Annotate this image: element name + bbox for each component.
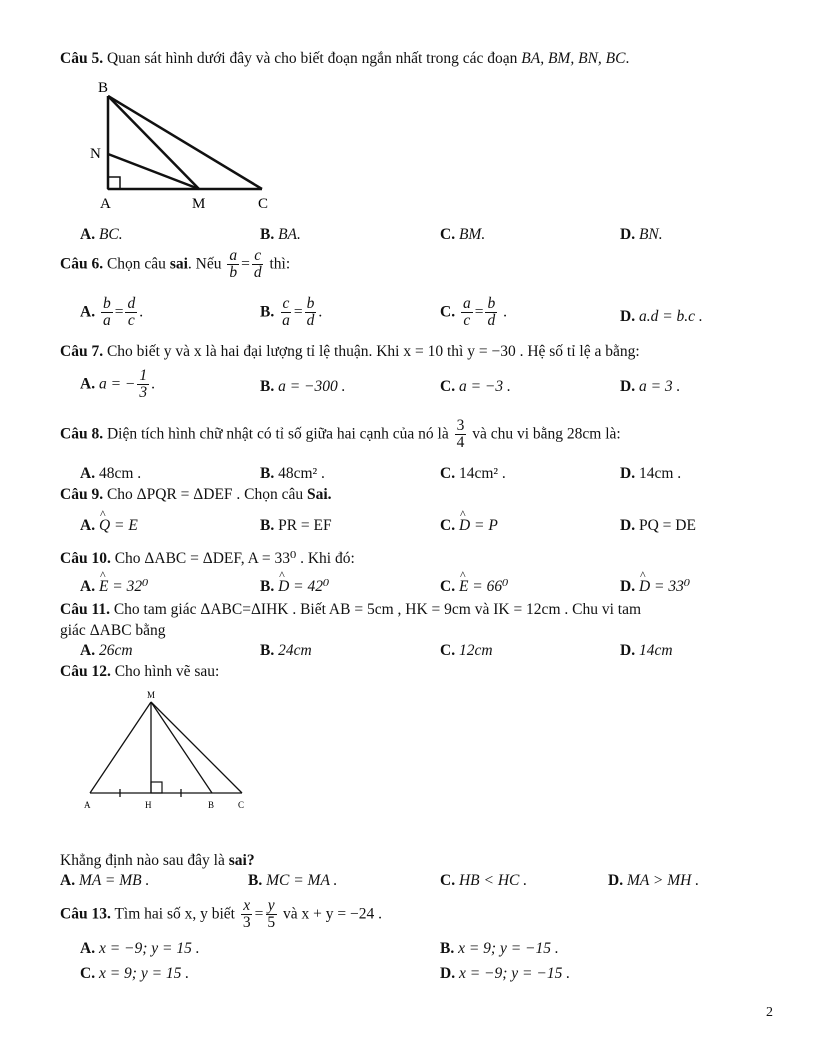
q13-frac-y	[265, 898, 277, 932]
q8-b-key: B.	[260, 465, 275, 482]
q5-number: Câu 5.	[60, 50, 104, 67]
q7-number: Câu 7.	[60, 343, 104, 360]
q8-stem	[60, 418, 621, 452]
q5-stem	[60, 50, 629, 68]
q7-option-b[interactable]	[260, 378, 346, 396]
q5-label-b: B	[98, 80, 109, 96]
q9-number: Câu 9.	[60, 486, 104, 503]
q12-figure	[78, 688, 258, 818]
q6-text2: . Nếu	[187, 255, 222, 273]
q11-b-key: B.	[260, 642, 275, 659]
q8-d: 4	[456, 434, 465, 452]
q9-a-value: ^ Q = E	[99, 517, 138, 535]
q9-option-d[interactable]	[620, 517, 696, 535]
q6-option-c[interactable]: C. $\frac{a}{c}$ = $\frac{b}{d}$ .	[440, 295, 507, 330]
q12-ask2: sai?	[228, 852, 255, 869]
q12-number: Câu 12.	[60, 663, 111, 680]
q6-text1: Chọn câu	[106, 255, 166, 273]
q7-text: Cho biết y và x là hai đại lượng tỉ lệ thuận. Khi x = 10 thì y = −30 . Hệ số tỉ lệ a bằng:	[106, 343, 640, 360]
q13-n1: x	[243, 897, 251, 914]
q13-option-c[interactable]	[80, 965, 189, 983]
q9-b-key: B.	[260, 517, 275, 534]
q10-option-d[interactable]	[620, 578, 690, 596]
q7-d-key: D.	[620, 378, 636, 395]
q5-option-d[interactable]	[620, 226, 663, 244]
q6-b-n2: b	[306, 295, 315, 312]
q12-option-c[interactable]	[440, 872, 527, 890]
q13-frac-x	[241, 898, 253, 932]
q8-d-key: D.	[620, 465, 636, 482]
q13-d1: 3	[242, 914, 251, 932]
q12-option-a[interactable]	[60, 872, 149, 890]
q6-c-frac2	[485, 296, 497, 330]
q7-a-pre: a = −	[98, 375, 136, 393]
q12-label-m: M	[147, 690, 156, 700]
q10-option-a[interactable]	[80, 578, 148, 596]
q11-c-value: 12cm	[458, 642, 493, 659]
q5-label-c: C	[258, 196, 269, 212]
q6-a-n1: b	[102, 295, 111, 312]
q11-b-value: 24cm	[278, 642, 312, 659]
q8-text1: Diện tích hình chữ nhật có tỉ số giữa hai cạnh của nó là	[106, 425, 449, 443]
q6-a-d2: c	[127, 312, 135, 330]
q6-c-end: .	[503, 303, 507, 321]
q7-d-value: a = 3 .	[638, 378, 681, 395]
q6-a-end: .	[139, 303, 144, 321]
q9-d-key: D.	[620, 517, 636, 534]
q6-c-d2: d	[487, 312, 496, 330]
q5-a-value: BC.	[98, 226, 123, 243]
q13-text1: Tìm hai số x, y biết	[114, 905, 235, 923]
q6-option-d[interactable]	[620, 308, 703, 326]
q11-option-d[interactable]	[620, 642, 673, 660]
q6-cond-d: d	[253, 264, 262, 282]
q12-label-a: A	[84, 800, 91, 810]
q13-c-key: C.	[80, 965, 96, 982]
q9-d-value: PQ = DE	[638, 517, 696, 534]
q13-number: Câu 13.	[60, 905, 111, 923]
q11-d-key: D.	[620, 642, 636, 659]
q13-d2: 5	[267, 914, 276, 932]
q13-d-key: D.	[440, 965, 456, 982]
q7-option-d[interactable]	[620, 378, 680, 396]
q5-label-a: A	[100, 196, 111, 212]
q9-option-a[interactable]	[80, 517, 138, 535]
q9-stem	[60, 486, 332, 504]
q12-option-b[interactable]	[248, 872, 337, 890]
q12-c-value: HB < HC .	[458, 872, 528, 889]
q8-option-d[interactable]	[620, 465, 681, 483]
q6-stem: Câu 6. Chọn câu sai. Nếu $\frac{a}{b}$ = $\frac{c}{d}$ thì:	[60, 247, 291, 282]
q7-b-key: B.	[260, 378, 275, 395]
q5-option-b[interactable]	[260, 226, 301, 244]
q10-number: Câu 10.	[60, 550, 111, 567]
q10-stem	[60, 550, 355, 568]
q6-cond-right	[252, 248, 264, 282]
q6-a-frac1	[101, 296, 113, 330]
q11-option-a[interactable]	[80, 642, 133, 660]
q6-d-value: a.d = b.c .	[638, 308, 703, 325]
q9-bold: Sai.	[307, 486, 332, 503]
q8-number: Câu 8.	[60, 425, 104, 443]
q12-d-key: D.	[608, 872, 624, 889]
q12-label-b: B	[208, 800, 215, 810]
q9-option-b[interactable]	[260, 517, 332, 535]
q5-line-nm	[108, 154, 199, 189]
q5-c-key: C.	[440, 226, 456, 243]
q7-option-a[interactable]	[80, 368, 155, 402]
q12-line-mc	[151, 702, 242, 793]
q9-a-key: A.	[80, 517, 96, 534]
q11-a-key: A.	[80, 642, 96, 659]
q5-d-key: D.	[620, 226, 636, 243]
q8-frac	[455, 418, 467, 452]
q7-c-key: C.	[440, 378, 456, 395]
q13-option-d[interactable]	[440, 965, 570, 983]
q6-c-n2: b	[487, 295, 496, 312]
q6-cond-a: a	[229, 247, 238, 264]
q7-option-c[interactable]	[440, 378, 511, 396]
q5-a-key: A.	[80, 226, 96, 243]
q6-option-b[interactable]: B. $\frac{c}{a}$ = $\frac{b}{d}$ .	[260, 295, 323, 330]
q8-option-a[interactable]	[80, 465, 141, 483]
q12-stem	[60, 663, 219, 681]
q10-text: Cho ΔABC = ΔDEF, A = 33⁰ . Khi đó:	[114, 550, 355, 567]
q7-a-end: .	[151, 375, 155, 393]
q8-c-key: C.	[440, 465, 456, 482]
q7-a-key: A.	[80, 375, 96, 393]
q8-option-c[interactable]	[440, 465, 506, 483]
q8-a-key: A.	[80, 465, 96, 482]
q5-label-n: N	[90, 146, 101, 162]
q13-option-b[interactable]	[440, 940, 559, 958]
q7-stem	[60, 343, 640, 361]
q8-d-value: 14cm .	[638, 465, 682, 482]
q12-label-c: C	[238, 800, 245, 810]
q8-a-value: 48cm .	[98, 465, 142, 482]
q6-number: Câu 6.	[60, 255, 104, 273]
q7-a-frac	[137, 368, 149, 402]
q6-a-d1: a	[102, 312, 111, 330]
q13-stem: Câu 13. Tìm hai số x, y biết $\frac{x}{3}$ = $\frac{y}{5}$ và x + y = −24 .	[60, 897, 382, 932]
q5-b-value: BA.	[278, 226, 301, 243]
q12-ask1: Khẳng định nào sau đây là	[60, 852, 225, 869]
q12-right-angle	[151, 782, 162, 793]
q10-b-value: ^ D = 42⁰	[278, 578, 329, 596]
q13-b-value: x = 9; y = −15 .	[458, 940, 559, 957]
q6-c-frac1	[461, 296, 473, 330]
q13-c-value: x = 9; y = 15 .	[98, 965, 190, 982]
q8-text2: và chu vi bằng 28cm là:	[472, 425, 621, 443]
q10-d-value: ^ D = 33⁰	[639, 578, 690, 596]
q5-segments: BA, BM, BN, BC	[521, 50, 626, 67]
q12-text: Cho hình vẽ sau:	[114, 663, 220, 680]
q5-d-value: BN.	[638, 226, 663, 243]
q12-a-key: A.	[60, 872, 76, 889]
q6-b-d2: d	[306, 312, 315, 330]
q8-option-b[interactable]	[260, 465, 325, 483]
q5-label-m: M	[192, 196, 206, 212]
q12-line-ma	[90, 702, 151, 793]
q10-d-key: D.	[620, 578, 636, 595]
q6-b-n1: c	[282, 295, 290, 312]
q6-b-frac2	[305, 296, 317, 330]
q6-d-key: D.	[620, 308, 636, 325]
q12-d-value: MA > MH .	[626, 872, 700, 889]
q5-c-value: BM.	[458, 226, 486, 243]
q11-d-value: 14cm	[638, 642, 673, 659]
q6-b-key: B.	[260, 303, 275, 321]
q12-b-key: B.	[248, 872, 263, 889]
q10-b-key: B.	[260, 578, 275, 595]
q6-c-key: C.	[440, 303, 456, 321]
q9-b-value: PR = EF	[278, 517, 332, 534]
q6-b-end: .	[318, 303, 323, 321]
q6-bold: sai	[169, 255, 188, 273]
q6-b-frac1	[280, 296, 292, 330]
q11-stem-line1	[60, 601, 641, 619]
page-number: 2	[766, 1005, 773, 1020]
q9-option-c[interactable]	[440, 517, 498, 535]
q8-n: 3	[456, 417, 465, 434]
q6-cond-b: b	[229, 264, 238, 282]
q13-option-a[interactable]	[80, 940, 200, 958]
q8-c-value: 14cm² .	[458, 465, 506, 482]
q5-end: .	[625, 50, 630, 67]
q5-option-a[interactable]	[80, 226, 123, 244]
q13-a-value: x = −9; y = 15 .	[98, 940, 200, 957]
q10-a-value: ^ E = 32⁰	[99, 578, 148, 596]
q9-c-value: ^ D = P	[459, 517, 498, 535]
q6-a-key: A.	[80, 303, 96, 321]
q6-cond-left	[227, 248, 239, 282]
q11-number: Câu 11.	[60, 601, 110, 618]
q10-option-c[interactable]	[440, 578, 508, 596]
q13-a-key: A.	[80, 940, 96, 957]
q5-option-c[interactable]	[440, 226, 485, 244]
q6-text3: thì:	[269, 255, 291, 273]
q7-c-value: a = −3 .	[458, 378, 511, 395]
q9-c-key: C.	[440, 517, 456, 534]
q13-text2: và x + y = −24 .	[282, 905, 382, 923]
q7-b-value: a = −300 .	[278, 378, 346, 395]
q11-option-b[interactable]	[260, 642, 312, 660]
q7-a-n: 1	[139, 367, 148, 384]
q13-n2: y	[267, 897, 275, 914]
q5-b-key: B.	[260, 226, 275, 243]
q12-ask	[60, 852, 255, 870]
q5-figure	[86, 78, 276, 213]
q11-stem-line2: giác ΔABC bằng	[60, 622, 166, 639]
q12-c-key: C.	[440, 872, 456, 889]
q6-a-frac2	[125, 296, 137, 330]
q13-d-value: x = −9; y = −15 .	[458, 965, 571, 982]
q6-cond-c: c	[254, 247, 262, 264]
q12-a-value: MA = MB .	[78, 872, 150, 889]
q5-text: Quan sát hình dưới đây và cho biết đoạn ngắn nhất trong các đoạn	[106, 50, 518, 67]
q6-option-a[interactable]: A. $\frac{b}{a}$ = $\frac{d}{c}$ .	[80, 295, 144, 330]
q6-c-d1: c	[463, 312, 471, 330]
q5-right-angle	[108, 177, 120, 189]
q9-text1: Cho ΔPQR = ΔDEF . Chọn câu	[106, 486, 304, 503]
q12-label-h: H	[145, 800, 152, 810]
q10-a-key: A.	[80, 578, 96, 595]
q12-b-value: MC = MA .	[266, 872, 338, 889]
q11-c-key: C.	[440, 642, 456, 659]
q11-a-value: 26cm	[98, 642, 133, 659]
q10-c-value: ^ E = 66⁰	[459, 578, 508, 596]
q10-option-b[interactable]	[260, 578, 329, 596]
q10-c-key: C.	[440, 578, 456, 595]
q11-line1: Cho tam giác ΔABC=ΔIHK . Biết AB = 5cm , HK = 9cm và IK = 12cm . Chu vi tam	[113, 601, 642, 618]
q13-b-key: B.	[440, 940, 455, 957]
q6-b-d1: a	[282, 312, 290, 330]
q12-line-mb	[151, 702, 212, 793]
q12-option-d[interactable]	[608, 872, 699, 890]
q11-option-c[interactable]	[440, 642, 493, 660]
q8-b-value: 48cm² .	[278, 465, 325, 482]
q6-a-n2: d	[127, 295, 136, 312]
q6-c-n1: a	[462, 295, 471, 312]
q7-a-d: 3	[139, 384, 148, 402]
